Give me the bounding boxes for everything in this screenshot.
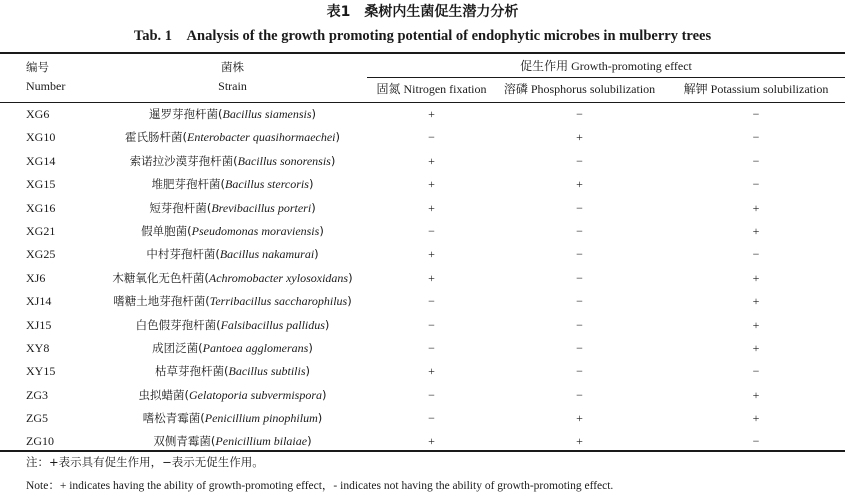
phosphorus-solubilization-value: − (576, 387, 583, 402)
table-row (0, 360, 845, 383)
strain-name: 虫拟蜡菌(Gelatoporia subvermispora) (138, 387, 327, 402)
phosphorus-solubilization-value: − (576, 270, 583, 285)
nitrogen-fixation-value: + (428, 364, 435, 379)
potassium-solubilization-value: + (752, 223, 760, 238)
strain-name-latin: Brevibacillus porteri (211, 200, 312, 215)
potassium-solubilization-value: − (752, 364, 760, 379)
header-number-cn: 编号 (26, 60, 49, 74)
footnote-english: Note：+ indicates having the ability of growth-promoting effect，- indicates not having the ability of growth-promoting effect. (26, 480, 614, 492)
strain-name-latin: Pseudomonas moraviensis (191, 223, 320, 238)
nitrogen-fixation-value: + (428, 153, 435, 168)
nitrogen-fixation-value: − (428, 387, 435, 402)
strain-name-latin: Enterobacter quasihormaechei (186, 130, 336, 145)
strain-name-chinese: 白色假芽孢杆菌 (135, 317, 217, 332)
header-phosphorus-solubilization: 溶磷 Phosphorus solubilization (503, 82, 656, 96)
table-row (0, 150, 845, 173)
nitrogen-fixation-value: − (428, 411, 435, 426)
phosphorus-solubilization-value: − (576, 223, 583, 238)
header-strain-cn: 菌株 (221, 60, 244, 74)
strain-name: 枯草芽孢杆菌(Bacillus subtilis) (154, 364, 310, 379)
potassium-solubilization-value: − (752, 107, 760, 121)
header-potassium-solubilization: 解钾 Potassium solubilization (683, 82, 829, 96)
header-growth-promoting-group: 促生作用 Growth-promoting effect (520, 59, 692, 73)
strain-number: XG25 (26, 247, 56, 262)
group-header-rule (367, 77, 845, 78)
strain-name: 白色假芽孢杆菌(Falsibacillus pallidus) (135, 317, 330, 332)
potassium-solubilization-value: + (752, 270, 760, 285)
phosphorus-solubilization-value: − (576, 247, 583, 262)
strain-name: 成团泛菌(Pantoea agglomerans) (152, 340, 313, 355)
table-row (0, 337, 845, 360)
strain-number: XG14 (26, 153, 56, 168)
bottom-rule (0, 450, 845, 452)
nitrogen-fixation-value: + (428, 177, 435, 192)
strain-name-latin: Bacillus nakamurai (219, 247, 315, 262)
strain-number: XJ6 (26, 270, 46, 285)
strain-number: ZG5 (26, 411, 48, 426)
header-number-en: Number (26, 79, 66, 93)
strain-name-chinese: 木糖氧化无色杆菌 (112, 270, 205, 285)
strain-name-latin: Bacillus sonorensis (237, 153, 331, 168)
strain-number: XJ14 (26, 294, 52, 309)
strain-name-chinese: 成团泛菌 (152, 340, 199, 355)
strain-name-latin: Bacillus siamensis (222, 107, 312, 121)
strain-name-chinese: 索诺拉沙漠芽孢杆菌 (129, 153, 234, 168)
table-row (0, 197, 845, 220)
nitrogen-fixation-value: + (428, 270, 435, 285)
strain-name: 嗜松青霉菌(Penicillium pinophilum) (142, 411, 323, 426)
strain-name-latin: Penicillium bilaiae (215, 434, 308, 449)
strain-name-latin: Bacillus stercoris (225, 177, 309, 192)
phosphorus-solubilization-value: + (576, 434, 583, 449)
strain-name: 短芽孢杆菌(Brevibacillus porteri) (149, 200, 316, 215)
potassium-solubilization-value: + (752, 387, 760, 402)
strain-number: XG15 (26, 177, 56, 192)
nitrogen-fixation-value: + (428, 200, 435, 215)
table-row (0, 290, 845, 313)
potassium-solubilization-value: − (752, 153, 760, 168)
strain-name-chinese: 暹罗芽孢杆菌 (149, 107, 218, 121)
header-nitrogen-fixation: 固氮 Nitrogen fixation (376, 82, 487, 96)
strain-name-chinese: 枯草芽孢杆菌 (154, 364, 224, 379)
strain-name-chinese: 双侧青霉菌 (153, 434, 211, 449)
phosphorus-solubilization-value: − (576, 317, 583, 332)
nitrogen-fixation-value: − (428, 223, 435, 238)
table-row (0, 267, 845, 290)
footnote-chinese: 注：+表示具有促生作用，−表示无促生作用。 (26, 455, 264, 469)
potassium-solubilization-value: + (752, 340, 760, 355)
strain-number: XG10 (26, 130, 56, 145)
potassium-solubilization-value: + (752, 200, 760, 215)
strain-name-latin: Gelatoporia subvermispora (189, 387, 322, 402)
strain-name-latin: Falsibacillus pallidus (220, 317, 325, 332)
strain-name: 索诺拉沙漠芽孢杆菌(Bacillus sonorensis) (129, 153, 336, 168)
strain-number: XY15 (26, 364, 56, 379)
phosphorus-solubilization-value: − (576, 153, 583, 168)
strain-name-chinese: 堆肥芽孢杆菌 (151, 177, 221, 192)
strain-number: XG21 (26, 223, 56, 238)
strain-name: 暹罗芽孢杆菌(Bacillus siamensis) (149, 107, 316, 121)
phosphorus-solubilization-value: − (576, 340, 583, 355)
nitrogen-fixation-value: + (428, 434, 435, 449)
strain-name-chinese: 霍氏肠杆菌 (124, 130, 183, 145)
phosphorus-solubilization-value: − (576, 294, 583, 309)
nitrogen-fixation-value: − (428, 340, 435, 355)
table-row (0, 126, 845, 149)
phosphorus-solubilization-value: − (576, 364, 583, 379)
nitrogen-fixation-value: − (428, 317, 435, 332)
strain-name: 中村芽孢杆菌(Bacillus nakamurai) (146, 247, 319, 262)
nitrogen-fixation-value: + (428, 107, 435, 121)
strain-name-latin: Terribacillus saccharophilus (209, 294, 348, 309)
strain-name-chinese: 虫拟蜡菌 (138, 387, 185, 402)
table-row (0, 407, 845, 430)
nitrogen-fixation-value: + (428, 247, 435, 262)
potassium-solubilization-value: − (752, 434, 760, 449)
strain-name-chinese: 嗜糖土地芽孢杆菌 (113, 294, 206, 309)
phosphorus-solubilization-value: + (576, 130, 583, 145)
strain-name-chinese: 短芽孢杆菌 (149, 200, 207, 215)
strain-name-latin: Bacillus subtilis (228, 364, 306, 379)
strain-number: XG6 (26, 107, 50, 121)
top-rule (0, 52, 845, 54)
table-row (0, 103, 845, 126)
strain-name-chinese: 嗜松青霉菌 (142, 411, 201, 426)
table-row (0, 173, 845, 196)
strain-number: ZG10 (26, 434, 54, 449)
strain-name: 霍氏肠杆菌(Enterobacter quasihormaechei) (124, 130, 341, 145)
phosphorus-solubilization-value: + (576, 411, 583, 426)
strain-name-latin: Penicillium pinophilum (204, 411, 318, 426)
strain-number: XJ15 (26, 317, 52, 332)
strain-name: 假单胞菌(Pseudomonas moraviensis) (141, 223, 324, 238)
potassium-solubilization-value: − (752, 247, 760, 262)
strain-name-latin: Achromobacter xylosoxidans (208, 270, 349, 285)
strain-name-chinese: 中村芽孢杆菌 (146, 247, 216, 262)
table-row (0, 384, 845, 407)
potassium-solubilization-value: − (752, 177, 760, 192)
strain-name: 双侧青霉菌(Penicillium bilaiae) (153, 434, 312, 449)
table-row (0, 220, 845, 243)
strain-number: XY8 (26, 340, 50, 355)
table-caption-english: Tab. 1 Analysis of the growth promoting potential of endophytic microbes in mulberry trees (133, 28, 712, 44)
table-row (0, 314, 845, 337)
potassium-solubilization-value: − (752, 130, 760, 145)
strain-number: XG16 (26, 200, 56, 215)
strain-name-latin: Pantoea agglomerans (202, 340, 309, 355)
potassium-solubilization-value: + (752, 294, 760, 309)
strain-name: 嗜糖土地芽孢杆菌(Terribacillus saccharophilus) (113, 294, 352, 309)
nitrogen-fixation-value: − (428, 130, 435, 145)
phosphorus-solubilization-value: + (576, 177, 583, 192)
table-row (0, 243, 845, 266)
strain-name-chinese: 假单胞菌 (141, 223, 188, 238)
phosphorus-solubilization-value: − (576, 200, 583, 215)
potassium-solubilization-value: + (752, 411, 760, 426)
header-strain-en: Strain (218, 79, 247, 93)
phosphorus-solubilization-value: − (576, 107, 583, 121)
strain-name: 堆肥芽孢杆菌(Bacillus stercoris) (151, 177, 314, 192)
strain-name: 木糖氧化无色杆菌(Achromobacter xylosoxidans) (112, 270, 353, 285)
potassium-solubilization-value: + (752, 317, 760, 332)
table-caption-chinese: 表1 桑树内生菌促生潜力分析 (326, 4, 519, 20)
nitrogen-fixation-value: − (428, 294, 435, 309)
table-body (0, 103, 845, 454)
strain-number: ZG3 (26, 387, 48, 402)
